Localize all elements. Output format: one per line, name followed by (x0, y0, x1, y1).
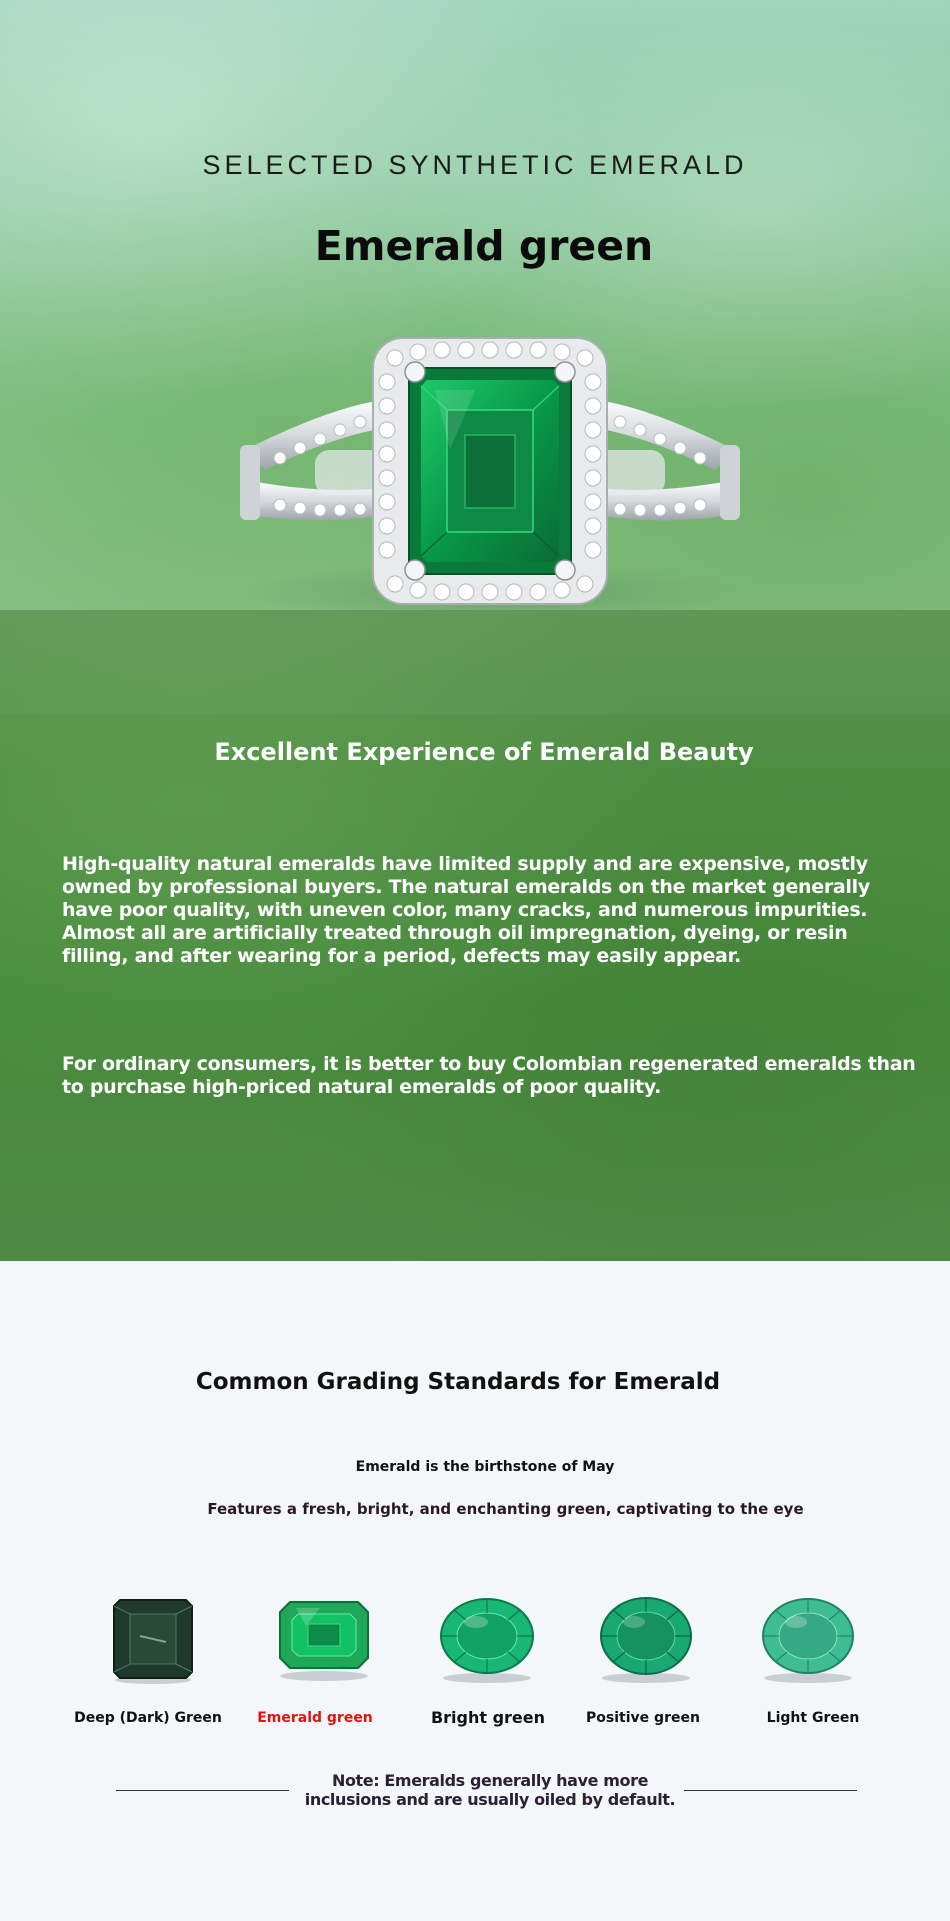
note-divider-right (684, 1790, 857, 1791)
grade-label-light-green: Light Green (766, 1710, 860, 1726)
gem-swatch-deep-green (110, 1596, 196, 1684)
emerald-ring-image (235, 330, 745, 610)
grading-subtitle-features: Features a fresh, bright, and enchanting green, captivating to the eye (207, 1500, 804, 1518)
grading-title: Common Grading Standards for Emerald (195, 1369, 721, 1395)
gem-swatch-bright-green (438, 1596, 536, 1684)
hero-section (0, 0, 950, 610)
grade-label-bright-green: Bright green (430, 1708, 546, 1727)
inclusion-note: Note: Emeralds generally have more inclusions and are usually oiled by default. (304, 1771, 676, 1809)
section-band (0, 610, 950, 715)
experience-section (0, 610, 950, 1261)
experience-paragraph-2: For ordinary consumers, it is better to buy Colombian regenerated emeralds than to purchase high-priced natural emeralds of poor quality. (62, 1053, 916, 1098)
grade-label-deep-green: Deep (Dark) Green (74, 1710, 222, 1726)
grade-label-positive-green: Positive green (586, 1710, 700, 1726)
gem-swatch-light-green (760, 1596, 856, 1684)
hero-eyebrow: SELECTED SYNTHETIC EMERALD (202, 150, 748, 180)
grading-subtitle-birthstone: Emerald is the birthstone of May (355, 1459, 615, 1475)
grade-label-emerald-green: Emerald green (257, 1710, 373, 1726)
experience-title: Excellent Experience of Emerald Beauty (214, 738, 754, 766)
gem-swatch-positive-green (598, 1596, 694, 1684)
note-divider-left (116, 1790, 289, 1791)
grading-section (0, 1261, 950, 1921)
gem-swatch-emerald-green (276, 1596, 372, 1684)
experience-paragraph-1: High-quality natural emeralds have limited supply and are expensive, mostly owned by professional buyers. The natural emeralds on the market generally have poor quality, with uneven color, many cracks, and numerous impurities. Almost all are artificially treated through oil impregnation, dyeing, or resin filling, and after wearing for a period, defects may easily appear. (62, 853, 870, 967)
hero-title: Emerald green (314, 222, 654, 270)
